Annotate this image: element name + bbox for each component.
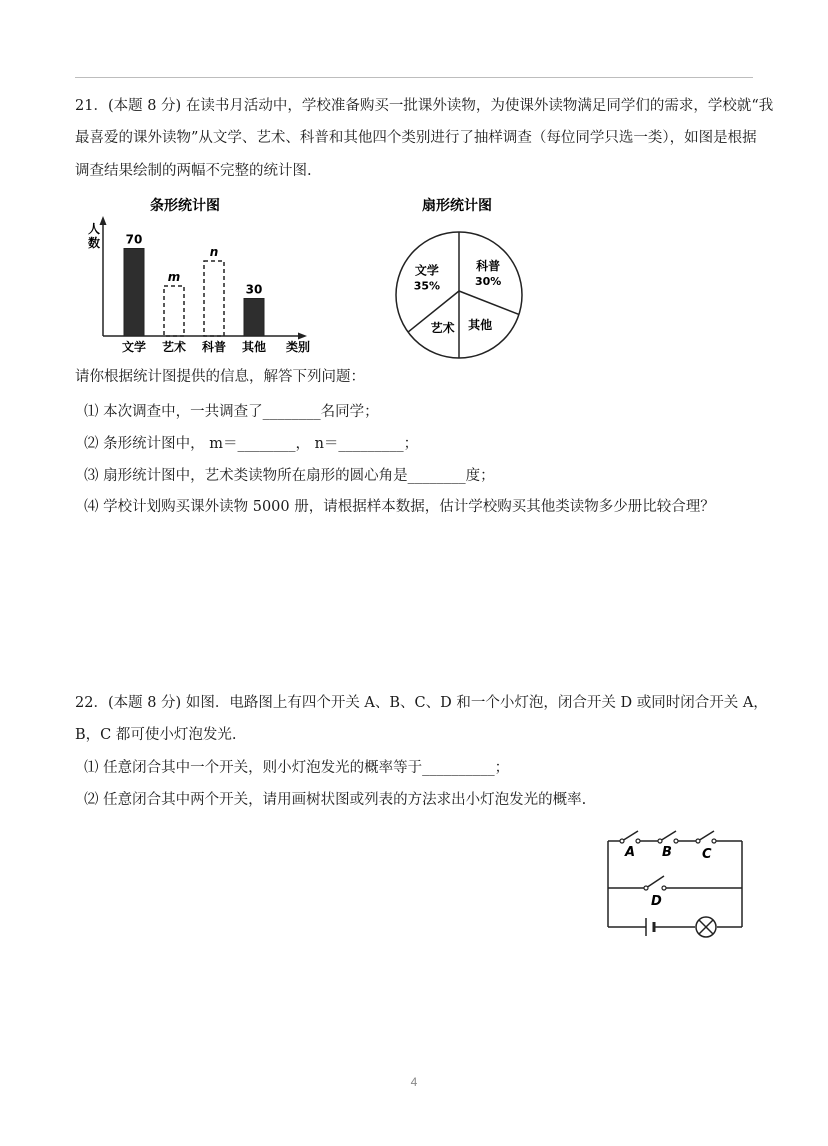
bar-label-艺术: m: [167, 270, 181, 284]
q22-text-line-1: 22．(本题 8 分) 如图．电路图上有四个开关 A、B、C、D 和一个小灯泡，闭合开关 D 或同时闭合开关 A，: [75, 695, 768, 711]
bar-chart-ylabel-top: 人: [88, 222, 101, 236]
switch-c: [698, 831, 714, 841]
pie-slice-label-文学: 文学: [414, 263, 439, 278]
pie-divider-其他: [459, 291, 519, 314]
bar-label-科普: n: [209, 245, 219, 259]
bar-category-科普: 科普: [201, 340, 227, 354]
bar-chart: [80, 188, 325, 358]
switch-c-label: C: [702, 847, 712, 862]
switch-d: [646, 876, 664, 888]
pie-slice-pct-文学: 35%: [413, 279, 441, 293]
bar-文学: [124, 249, 144, 337]
q22-part-2: ⑵ 任意闭合其中两个开关，请用画树状图或列表的方法求出小灯泡发光的概率.: [84, 792, 587, 808]
q21-part-4: ⑷ 学校计划购买课外读物 5000 册，请根据样本数据，估计学校购买其他类读物多少册比较合理？: [84, 499, 715, 515]
bar-label-文学: 70: [125, 232, 143, 247]
q21-text-line-3: 调查结果绘制的两幅不完整的统计图.: [75, 163, 312, 179]
q21-text-line-1: 21．(本题 8 分) 在读书月活动中，学校准备购买一批课外读物，为使课外读物满足同学们的需求，学校就“我: [75, 98, 774, 114]
q21-prompt: 请你根据统计图提供的信息，解答下列问题：: [75, 369, 365, 385]
bar-category-其他: 其他: [241, 340, 267, 354]
pie-slice-label-科普: 科普: [476, 258, 501, 273]
q21-part-1: ⑴ 本次调查中，一共调查了________名同学；: [84, 404, 379, 420]
q21-text-line-2: 最喜爱的课外读物”从文学、艺术、科普和其他四个类别进行了抽样调查（每位同学只选一类），如图是根据: [75, 130, 757, 146]
q21-part-3: ⑶ 扇形统计图中，艺术类读物所在扇形的圆心角是________度；: [84, 468, 495, 484]
pie-chart-title: 扇形统计图: [422, 198, 492, 214]
bar-chart-title: 条形统计图: [150, 198, 220, 214]
bar-category-文学: 文学: [121, 340, 147, 354]
bar-chart-ylabel-bottom: 数: [88, 236, 101, 250]
pie-slice-label-艺术: 艺术: [430, 321, 455, 336]
pie-slice-label-其他: 其他: [468, 318, 493, 333]
switch-a-label: A: [625, 845, 636, 860]
switch-b-label: B: [662, 845, 672, 860]
bar-艺术: [164, 286, 184, 336]
switch-b: [660, 831, 676, 841]
switch-d-label: D: [651, 894, 662, 909]
bar-category-艺术: 艺术: [161, 340, 187, 354]
circuit-diagram: [600, 825, 752, 945]
switch-a: [622, 831, 638, 841]
bar-label-其他: 30: [245, 282, 263, 297]
pie-slice-pct-科普: 30%: [474, 274, 502, 288]
header-rule: [75, 77, 753, 78]
bar-chart-xlabel: 类别: [285, 340, 311, 354]
y-axis-arrow: [100, 216, 107, 225]
bar-其他: [244, 299, 264, 337]
q22-text-line-2: B，C 都可使小灯泡发光.: [75, 727, 237, 743]
q22-part-1: ⑴ 任意闭合其中一个开关，则小灯泡发光的概率等于__________；: [84, 760, 510, 776]
pie-chart: [385, 188, 530, 360]
bar-科普: [204, 261, 224, 336]
page-number: 4: [410, 1075, 418, 1089]
x-axis-arrow: [298, 333, 307, 340]
q21-part-2: ⑵ 条形统计图中， m＝________， n＝_________；: [84, 436, 419, 452]
